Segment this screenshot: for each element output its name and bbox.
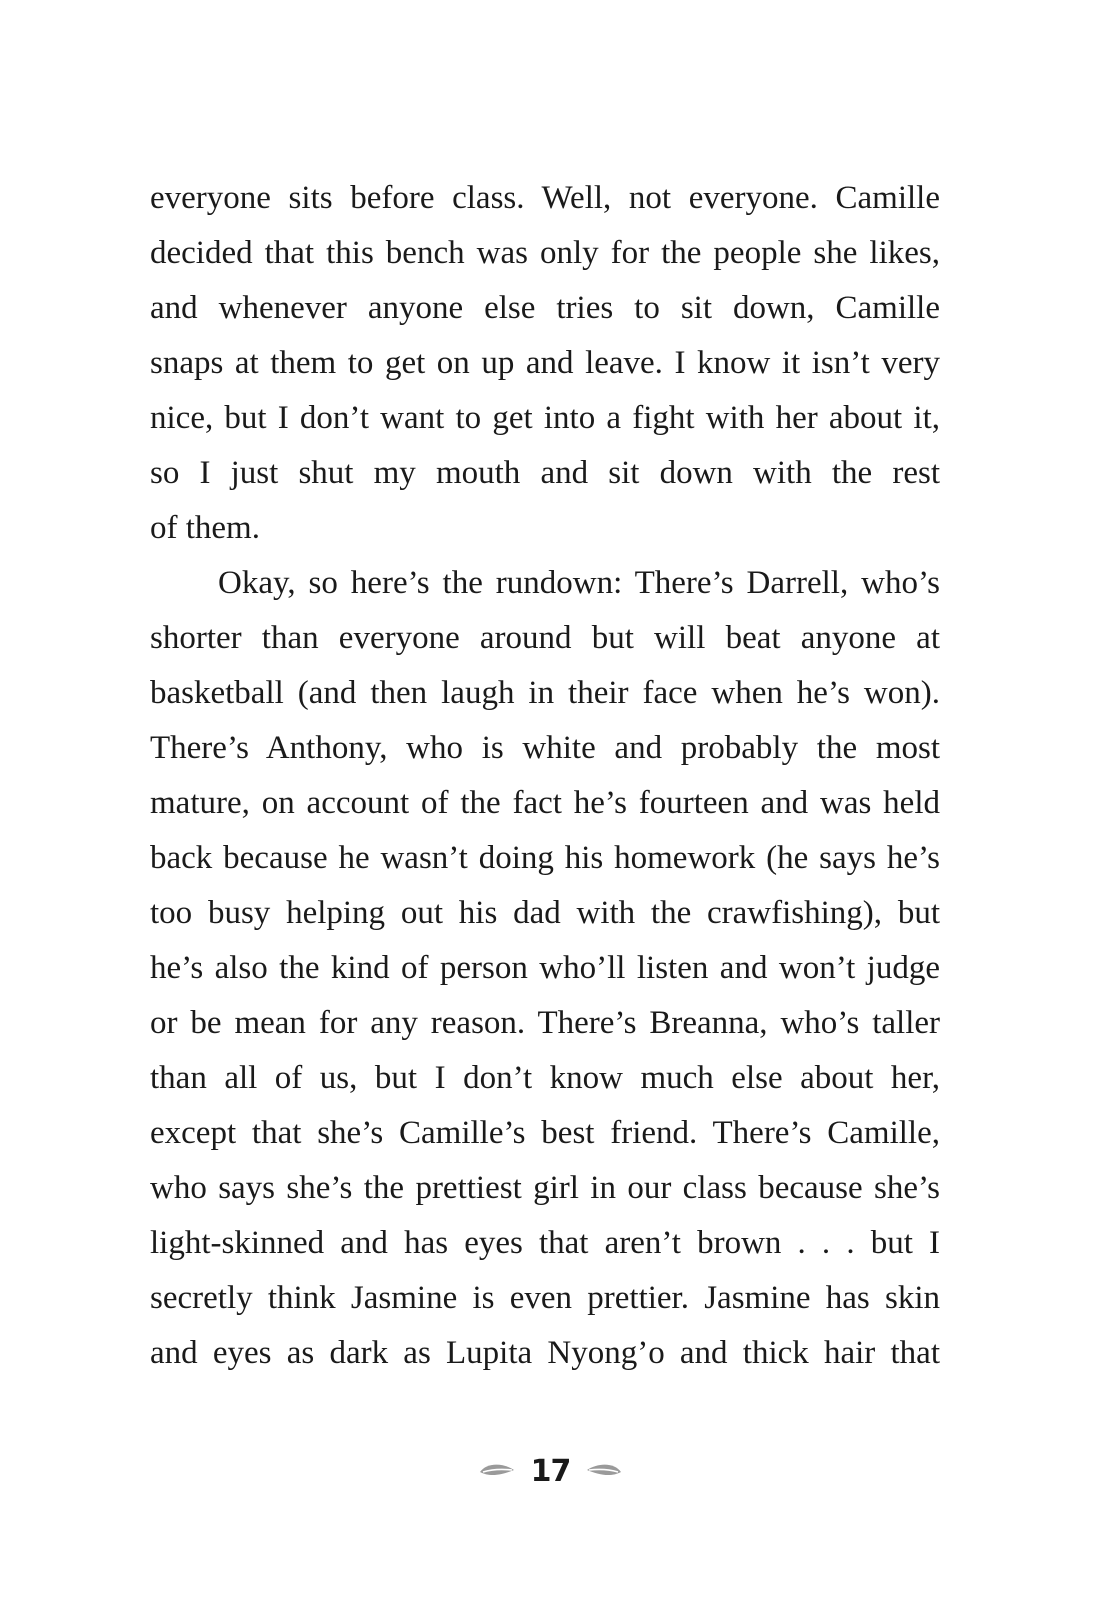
text-line: or be mean for any reason. There’s Breanna, who’s taller <box>150 1005 940 1041</box>
text-line: and whenever anyone else tries to sit down, Camille <box>150 290 940 326</box>
page-footer <box>0 1451 1101 1491</box>
text-line: everyone sits before class. Well, not everyone. Camille <box>150 180 940 216</box>
text-line: who says she’s the prettiest girl in our class because she’s <box>150 1170 940 1206</box>
leaf-ornament-icon <box>586 1461 622 1481</box>
leaf-ornament-icon <box>479 1461 515 1481</box>
text-line: There’s Anthony, who is white and probably the most <box>150 730 940 766</box>
body-text <box>150 171 940 1381</box>
text-line: secretly think Jasmine is even prettier. Jasmine has skin <box>150 1280 940 1316</box>
text-line: basketball (and then laugh in their face when he’s won). <box>150 675 940 711</box>
text-line: so I just shut my mouth and sit down with the rest <box>150 455 940 491</box>
page-number: 17 <box>530 1453 571 1489</box>
text-line: of them. <box>150 510 260 546</box>
text-line: nice, but I don’t want to get into a fight with her about it, <box>150 400 940 436</box>
text-line: snaps at them to get on up and leave. I know it isn’t very <box>150 345 940 381</box>
text-line: and eyes as dark as Lupita Nyong’o and thick hair that <box>150 1335 940 1371</box>
text-line: back because he wasn’t doing his homework (he says he’s <box>150 840 940 876</box>
text-line: shorter than everyone around but will beat anyone at <box>150 620 940 656</box>
text-line: than all of us, but I don’t know much else about her, <box>150 1060 940 1096</box>
paragraph-first-line: Okay, so here’s the rundown: There’s Darrell, who’s <box>218 565 940 601</box>
text-line: mature, on account of the fact he’s fourteen and was held <box>150 785 940 821</box>
text-line: too busy helping out his dad with the crawfishing), but <box>150 895 940 931</box>
text-line: he’s also the kind of person who’ll listen and won’t judge <box>150 950 940 986</box>
text-line: except that she’s Camille’s best friend. There’s Camille, <box>150 1115 940 1151</box>
text-line: light-skinned and has eyes that aren’t brown . . . but I <box>150 1225 940 1261</box>
text-line: decided that this bench was only for the people she likes, <box>150 235 940 271</box>
